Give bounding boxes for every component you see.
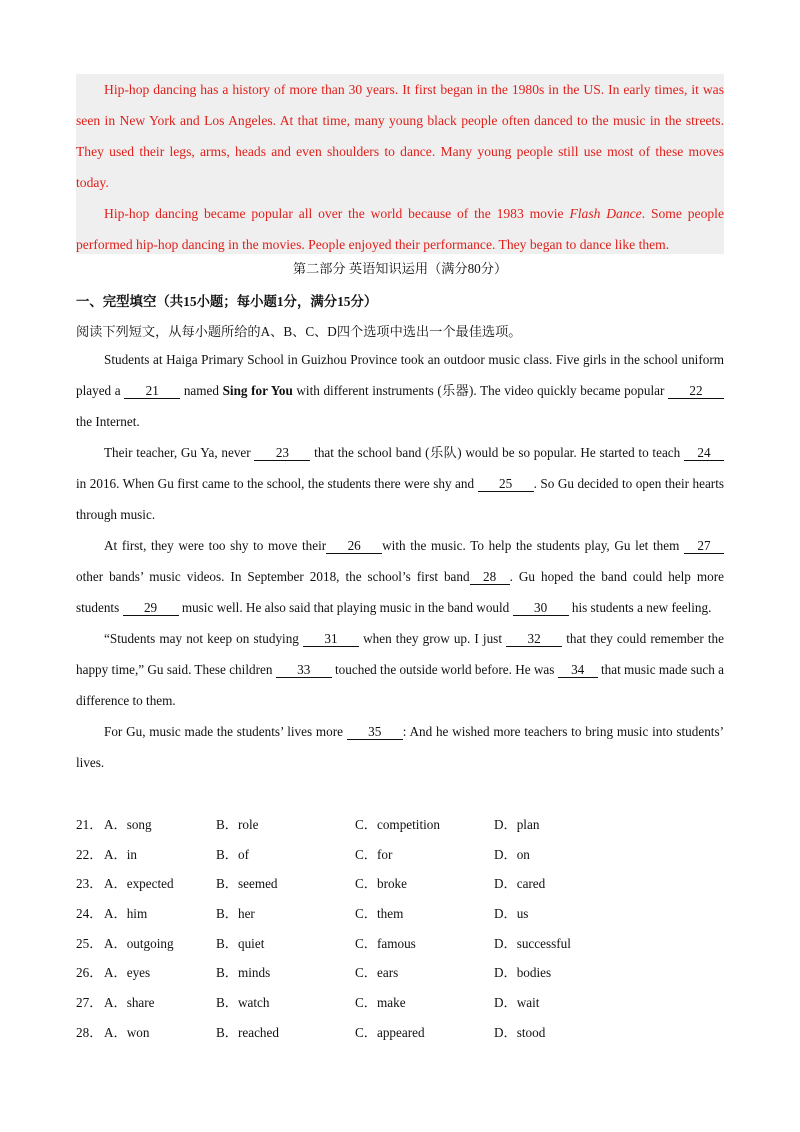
red-paragraph-1: Hip-hop dancing has a history of more than 30 years. It first began in the 1980s in the US. In early times, it was seen in New York and Los Angeles. At that time, many young black people often danced to the music in the streets. They used their legs, arms, heads and even shoulders to dance. Many young people still use most of these moves today. xyxy=(76,82,724,190)
text: with the music. To help the students play, Gu let them xyxy=(382,538,684,553)
question-number: 23． xyxy=(76,876,103,892)
option-c[interactable]: C．for xyxy=(355,846,393,862)
text: named xyxy=(180,383,223,398)
text: At first, they were too shy to move their xyxy=(104,538,327,553)
blank-21: 21 xyxy=(124,384,180,399)
blank-23: 23 xyxy=(254,446,310,461)
option-row-28 xyxy=(76,1018,724,1048)
text: the Internet. xyxy=(76,414,140,429)
passage-paragraph-2 xyxy=(76,437,724,530)
blank-22: 22 xyxy=(668,384,724,399)
text: that music made such a difference to them. xyxy=(76,662,725,708)
option-a[interactable]: A．him xyxy=(104,906,148,922)
question-number: 22． xyxy=(76,846,103,862)
blank-26: 26 xyxy=(326,539,382,554)
option-b[interactable]: B．quiet xyxy=(216,935,265,951)
question-number: 24． xyxy=(76,906,103,922)
option-a[interactable]: A．share xyxy=(104,995,155,1011)
option-a[interactable]: A．song xyxy=(104,817,152,832)
option-row-21 xyxy=(76,810,724,840)
cloze-passage xyxy=(76,344,724,778)
blank-32: 32 xyxy=(506,632,562,647)
option-c[interactable]: C．appeared xyxy=(355,1024,425,1040)
option-d[interactable]: D．plan xyxy=(494,817,540,832)
red-p2-text-end: . Some people performed hip-hop dancing in the movies. People enjoyed their performance. They began to dance like them. xyxy=(76,206,724,252)
text: in 2016. When Gu first came to the school, the students there were shy and xyxy=(76,476,478,491)
blank-31: 31 xyxy=(303,632,359,647)
option-row-26 xyxy=(76,958,724,988)
blank-35: 35 xyxy=(347,725,403,740)
option-a[interactable]: A．eyes xyxy=(104,965,151,981)
text: that they could remember the happy time,” Gu said. These children xyxy=(76,631,724,677)
section-title: 第二部分 英语知识运用（满分80分） xyxy=(292,261,508,276)
passage-paragraph-4 xyxy=(76,623,724,716)
option-b[interactable]: B．minds xyxy=(216,965,271,981)
question-number: 27． xyxy=(76,995,103,1011)
passage-paragraph-5 xyxy=(76,716,724,778)
text: “Students may not keep on studying xyxy=(104,631,304,646)
option-b[interactable]: B．of xyxy=(216,846,249,862)
song-title: Sing for You xyxy=(222,383,293,398)
red-paragraph-2 xyxy=(76,198,724,260)
option-a[interactable]: A．in xyxy=(104,846,137,862)
option-c[interactable]: C．them xyxy=(355,906,404,922)
question-number: 25． xyxy=(76,935,103,951)
option-c[interactable]: C．make xyxy=(355,995,406,1011)
text: with different instruments (乐器). The video quickly became popular xyxy=(292,383,669,398)
red-p2-text: Hip-hop dancing became popular all over the world because of the 1983 movie xyxy=(104,206,570,221)
passage-paragraph-1 xyxy=(76,344,724,437)
blank-24: 24 xyxy=(684,446,724,461)
text: touched the outside world before. He was xyxy=(331,662,558,677)
option-d[interactable]: D．successful xyxy=(494,935,571,951)
text: . Gu hoped the band could help more students xyxy=(76,569,724,615)
text: : And he wished more teachers to bring music into students’ lives. xyxy=(76,724,724,770)
option-c[interactable]: C．famous xyxy=(355,935,416,951)
question-number: 26． xyxy=(76,965,103,981)
question-number: 21． xyxy=(76,817,103,832)
option-d[interactable]: D．us xyxy=(494,906,529,922)
blank-28: 28 xyxy=(470,570,510,585)
instruction: 阅读下列短文，从每小题所给的A、B、C、D四个选项中选出一个最佳选项。 xyxy=(76,324,522,339)
option-b[interactable]: B．seemed xyxy=(216,876,278,892)
blank-29: 29 xyxy=(123,601,179,616)
answer-options xyxy=(76,810,724,1048)
option-d[interactable]: D．wait xyxy=(494,995,540,1011)
highlighted-passage xyxy=(76,74,724,254)
option-row-22 xyxy=(76,840,724,870)
option-row-27 xyxy=(76,988,724,1018)
option-b[interactable]: B．watch xyxy=(216,995,270,1011)
option-a[interactable]: A．expected xyxy=(104,876,174,892)
blank-27: 27 xyxy=(684,539,724,554)
text: Their teacher, Gu Ya, never xyxy=(104,445,255,460)
blank-34: 34 xyxy=(558,663,598,678)
question-number: 28． xyxy=(76,1024,103,1040)
option-c[interactable]: C．ears xyxy=(355,965,399,981)
option-row-24 xyxy=(76,899,724,929)
option-b[interactable]: B．her xyxy=(216,906,255,922)
part-title: 一、完型填空（共15小题；每小题1分，满分15分） xyxy=(76,294,378,309)
text: Students at Haiga Primary School in Guizhou Province took an outdoor music class. Five girls in the school uniform played a xyxy=(76,352,724,398)
blank-33: 33 xyxy=(276,663,332,678)
option-a[interactable]: A．outgoing xyxy=(104,935,174,951)
option-d[interactable]: D．bodies xyxy=(494,965,552,981)
option-d[interactable]: D．stood xyxy=(494,1024,546,1040)
text: his students a new feeling. xyxy=(568,600,712,615)
blank-30: 30 xyxy=(513,601,569,616)
text: that the school band (乐队) would be so popular. He started to teach xyxy=(310,445,684,460)
text: when they grow up. I just xyxy=(359,631,507,646)
text: For Gu, music made the students’ lives more xyxy=(104,724,347,739)
option-row-23 xyxy=(76,869,724,899)
option-a[interactable]: A．won xyxy=(104,1024,150,1040)
option-c[interactable]: C．broke xyxy=(355,876,408,892)
option-b[interactable]: B．role xyxy=(216,817,259,832)
passage-paragraph-3 xyxy=(76,530,724,623)
text: other bands’ music videos. In September 2018, the school’s first band xyxy=(76,569,470,584)
text: . So Gu decided to open their hearts through music. xyxy=(76,476,724,522)
option-c[interactable]: C．competition xyxy=(355,817,440,832)
blank-25: 25 xyxy=(478,477,534,492)
movie-title: Flash Dance xyxy=(569,206,642,221)
option-row-25 xyxy=(76,929,724,959)
text: music well. He also said that playing music in the band would xyxy=(178,600,513,615)
option-b[interactable]: B．reached xyxy=(216,1024,279,1040)
option-d[interactable]: D．cared xyxy=(494,876,546,892)
option-d[interactable]: D．on xyxy=(494,846,530,862)
